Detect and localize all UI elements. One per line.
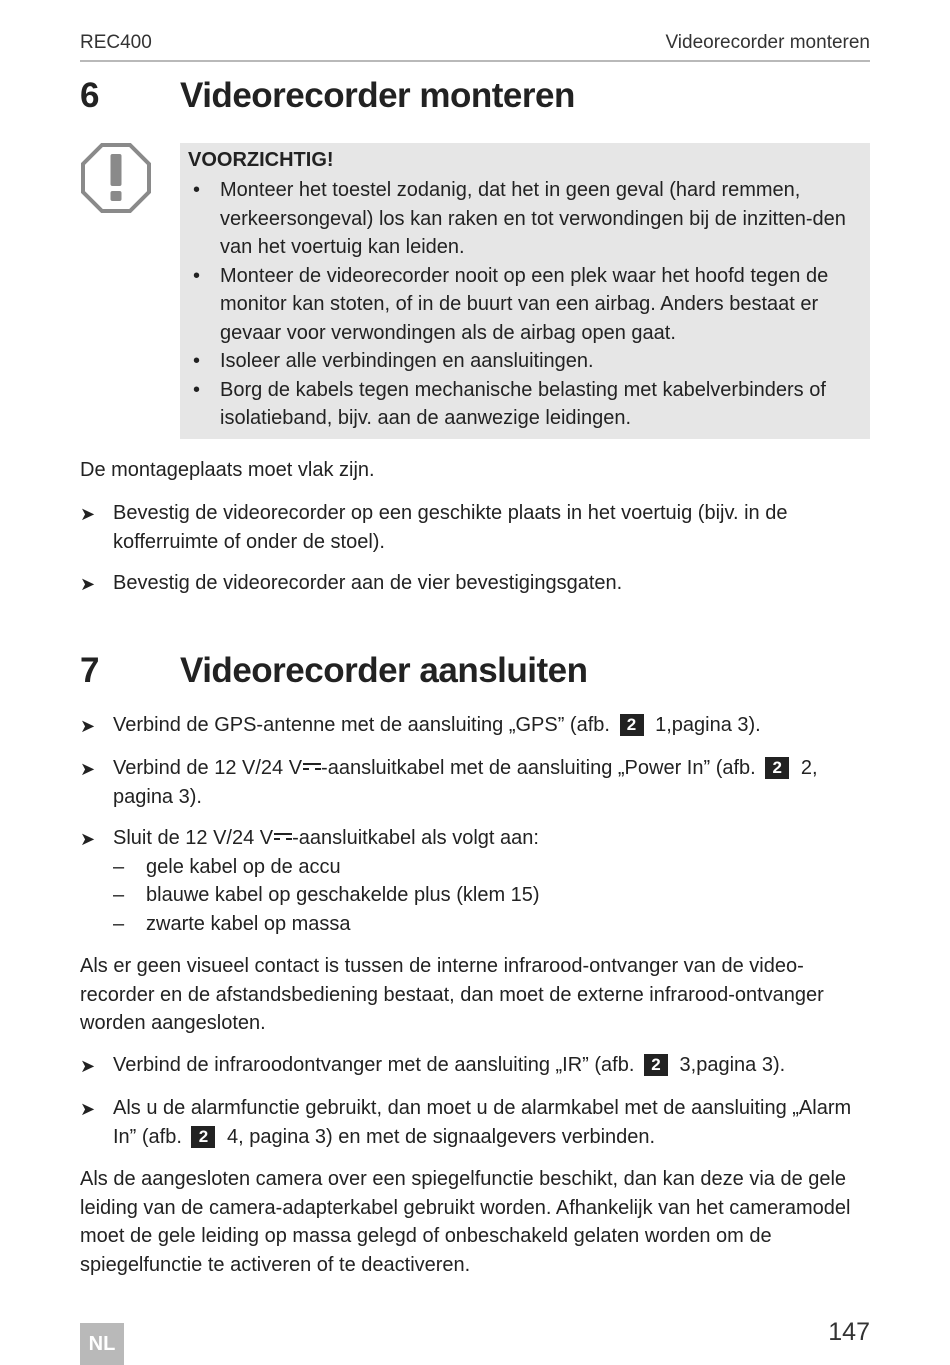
instruction-step: [80, 1094, 870, 1151]
cable-list-item: [113, 881, 870, 910]
caution-item: [188, 347, 860, 376]
header-chapter: Videorecorder monteren: [665, 32, 870, 53]
caution-text: Borg de kabels tegen mechanische belasting met kabelverbinders of isolatieband, bijv. aan de aanwezige leidingen.: [220, 378, 826, 429]
dc-voltage-symbol: [274, 832, 292, 842]
bullet-icon: •: [193, 264, 201, 287]
figure-reference: 2: [620, 714, 644, 736]
arrow-bullet-icon: ➤: [80, 1099, 96, 1119]
step-text: 4, pagina 3) en met de signaalgevers verbinden.: [227, 1125, 656, 1148]
caution-text: Isoleer alle verbindingen en aansluitingen.: [220, 350, 594, 372]
step-text: 1,pagina 3).: [655, 714, 761, 736]
arrow-bullet-icon: ➤: [80, 1056, 96, 1076]
bullet-icon: •: [193, 179, 201, 201]
dc-voltage-symbol: [303, 762, 321, 772]
caution-title: VOORZICHTIG!: [188, 149, 334, 171]
arrow-bullet-icon: ➤: [80, 829, 96, 849]
dash-bullet: –: [113, 884, 125, 906]
instruction-step: [80, 499, 870, 556]
figure-reference: 2: [644, 1054, 668, 1076]
section-7-heading: [80, 651, 870, 701]
arrow-bullet-icon: ➤: [80, 504, 96, 524]
step-text: 2, pagina 3).: [113, 757, 818, 808]
instruction-step: [80, 754, 870, 811]
figure-reference: 2: [765, 757, 789, 779]
header-model: REC400: [80, 32, 152, 53]
step-text: Verbind de GPS-antenne met de aansluiting „GPS” (afb.: [113, 714, 610, 736]
step-text: Bevestig de videorecorder aan de vier bevestigingsgaten.: [113, 572, 623, 594]
language-tab: NL: [80, 1323, 124, 1365]
arrow-bullet-icon: ➤: [80, 716, 96, 736]
figure-reference: 2: [191, 1126, 215, 1148]
dash-bullet: –: [113, 912, 125, 935]
section-6-title: Videorecorder monteren: [180, 76, 575, 115]
warning-octagon-icon: [80, 142, 152, 214]
instruction-step: [80, 824, 870, 938]
page-number: 147: [828, 1318, 870, 1346]
section-7-title: Videorecorder aansluiten: [180, 651, 588, 690]
cable-list-item: [113, 853, 870, 882]
caution-item: [188, 176, 860, 262]
step-text: Bevestig de videorecorder op een geschikte plaats in het voertuig (bijv. in de kofferruimte of onder de stoel).: [113, 502, 788, 553]
arrow-bullet-icon: ➤: [80, 759, 96, 779]
caution-box: [180, 143, 870, 439]
manual-page: [80, 0, 870, 1365]
running-header: [80, 30, 870, 62]
instruction-step: [80, 569, 870, 598]
caution-item: [188, 376, 860, 433]
cable-text: blauwe kabel op geschakelde plus (klem 15): [146, 884, 540, 906]
step-text: -aansluitkabel als volgt aan:: [292, 827, 539, 849]
instruction-step: [80, 1051, 870, 1080]
step-text: -aansluitkabel met de aansluiting „Power In” (afb.: [321, 757, 756, 779]
infrared-note: Als er geen visueel contact is tussen de interne infrarood-ontvanger van de video-recorder en de afstandsbediening bestaat, dan moet de externe infrarood-ontvanger worden aangesloten.: [80, 955, 824, 1034]
section-6-heading: [80, 76, 870, 126]
bullet-icon: •: [193, 378, 201, 401]
section-7-number: 7: [80, 651, 100, 690]
arrow-bullet-icon: ➤: [80, 574, 96, 594]
caution-item: [188, 262, 860, 348]
caution-text: Monteer de videorecorder nooit op een plek waar het hoofd tegen de monitor kan stoten, of in de buurt van een airbag. Anders bestaat er gevaar voor verwondingen als de airbag open gaat.: [220, 264, 829, 344]
step-text: Verbind de infraroodontvanger met de aansluiting „IR” (afb.: [113, 1054, 635, 1076]
cable-text: gele kabel op de accu: [146, 855, 341, 878]
instruction-step: [80, 711, 870, 740]
dash-bullet: –: [113, 855, 125, 878]
caution-text: Monteer het toestel zodanig, dat het in geen geval (hard remmen, verkeersongeval) los kan raken en tot verwondingen bij de inzitten-den van het voertuig kan leiden.: [220, 179, 846, 258]
mounting-intro: De montageplaats moet vlak zijn.: [80, 459, 375, 481]
step-text: Als u de alarmfunctie gebruikt, dan moet u de alarmkabel met de aansluiting „Alarm In” (afb.: [113, 1097, 852, 1148]
step-text: Sluit de 12 V/24 V: [113, 827, 274, 849]
step-text: Verbind de 12 V/24 V: [113, 757, 303, 779]
section-6-number: 6: [80, 76, 100, 115]
cable-list-item: [113, 910, 870, 939]
step-text: 3,pagina 3).: [679, 1054, 786, 1076]
bullet-icon: •: [193, 350, 201, 372]
mirror-function-note: Als de aangesloten camera over een spiegelfunctie beschikt, dan kan deze via de gele leiding van de camera-adapterkabel gebruikt worden. Afhankelijk van het cameramodel moet de gele leiding op massa gelegd of onbeschakeld gelaten worden om de spiegelfunctie te activeren of te deactiveren.: [80, 1168, 851, 1276]
cable-text: zwarte kabel op massa: [146, 912, 351, 935]
